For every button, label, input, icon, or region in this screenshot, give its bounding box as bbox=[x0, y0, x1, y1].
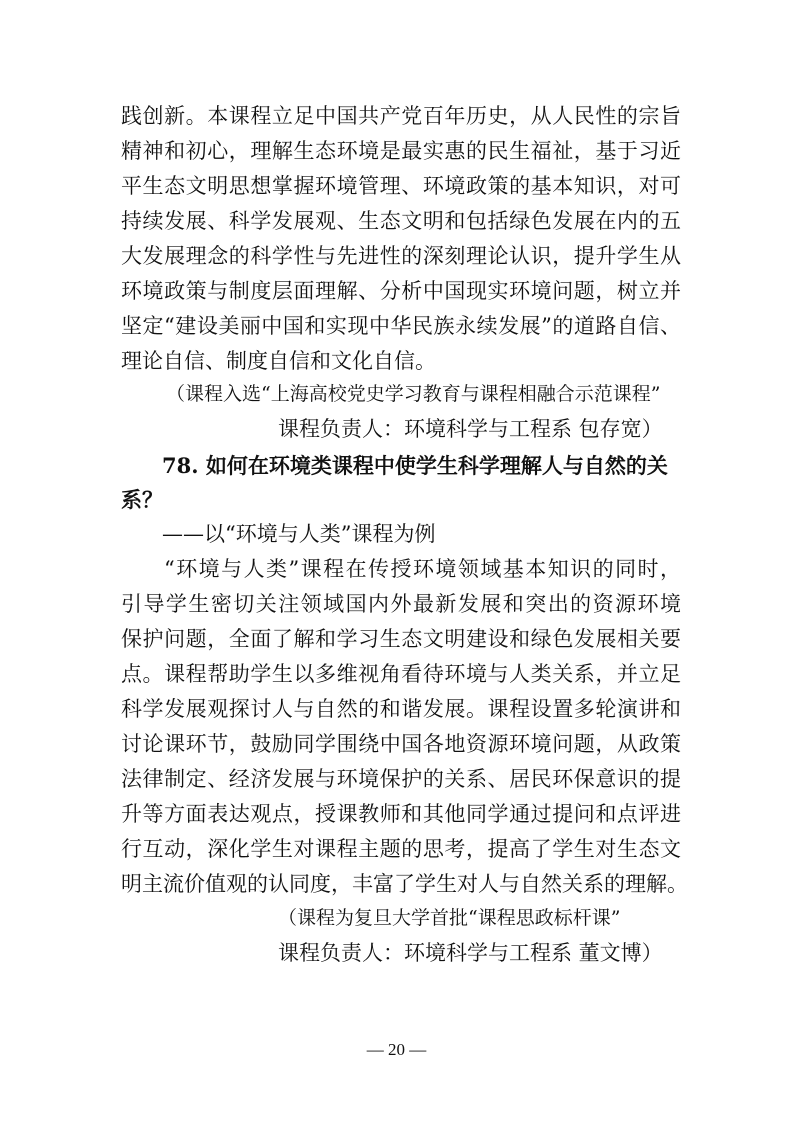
section-heading-continued: 系？ bbox=[121, 487, 163, 512]
paragraph-line: 理论自信、制度自信和文化自信。 bbox=[121, 349, 436, 373]
paragraph-line: 引导学生密切关注领域国内外最新发展和突出的资源环境 bbox=[121, 592, 681, 616]
course-responsible-note: 课程负责人：环境科学与工程系 董文博） bbox=[278, 941, 663, 965]
paragraph-line: 行互动，深化学生对课程主题的思考，提高了学生对生态文 bbox=[121, 837, 681, 861]
paragraph-line: 持续发展、科学发展观、生态文明和包括绿色发展在内的五 bbox=[121, 209, 681, 233]
section-subtitle: ——以“环境与人类”课程为例 bbox=[162, 522, 436, 546]
paragraph-line: 明主流价值观的认同度，丰富了学生对人与自然关系的理解。 bbox=[121, 872, 688, 896]
paragraph-line: 精神和初心，理解生态环境是最实惠的民生福祉，基于习近 bbox=[121, 139, 681, 163]
course-selection-note: （课程入选“上海高校党史学习教育与课程相融合示范课程” bbox=[166, 383, 661, 405]
course-selection-note: （课程为复旦大学首批“课程思政标杆课” bbox=[278, 907, 621, 929]
paragraph-line: 践创新。本课程立足中国共产党百年历史，从人民性的宗旨 bbox=[121, 104, 681, 128]
paragraph-line: 大发展理念的科学性与先进性的深刻理论认识，提升学生从 bbox=[121, 244, 681, 268]
paragraph-course-intro bbox=[121, 99, 681, 379]
page-number: — 20 — bbox=[366, 1040, 427, 1059]
paragraph-course-description bbox=[121, 552, 688, 902]
section-heading: 78. 如何在环境类课程中使学生科学理解人与自然的关 bbox=[162, 453, 668, 478]
paragraph-line: 环境政策与制度层面理解、分析中国现实环境问题，树立并 bbox=[121, 279, 681, 303]
paragraph-line: “环境与人类”课程在传授环境领域基本知识的同时， bbox=[164, 557, 681, 581]
paragraph-line: 点。课程帮助学生以多维视角看待环境与人类关系，并立足 bbox=[121, 662, 681, 686]
paragraph-line: 科学发展观探讨人与自然的和谐发展。课程设置多轮演讲和 bbox=[121, 697, 681, 721]
paragraph-line: 坚定“建设美丽中国和实现中华民族永续发展”的道路自信、 bbox=[121, 314, 681, 338]
paragraph-line: 保护问题，全面了解和学习生态文明建设和绿色发展相关要 bbox=[121, 627, 681, 651]
paragraph-line: 升等方面表达观点，授课教师和其他同学通过提问和点评进 bbox=[121, 802, 681, 826]
paragraph-line: 法律制定、经济发展与环境保护的关系、居民环保意识的提 bbox=[121, 767, 681, 791]
paragraph-line: 讨论课环节，鼓励同学围绕中国各地资源环境问题，从政策 bbox=[121, 732, 681, 756]
paragraph-line: 平生态文明思想掌握环境管理、环境政策的基本知识，对可 bbox=[121, 174, 681, 198]
course-responsible-note: 课程负责人：环境科学与工程系 包存宽） bbox=[278, 417, 663, 441]
